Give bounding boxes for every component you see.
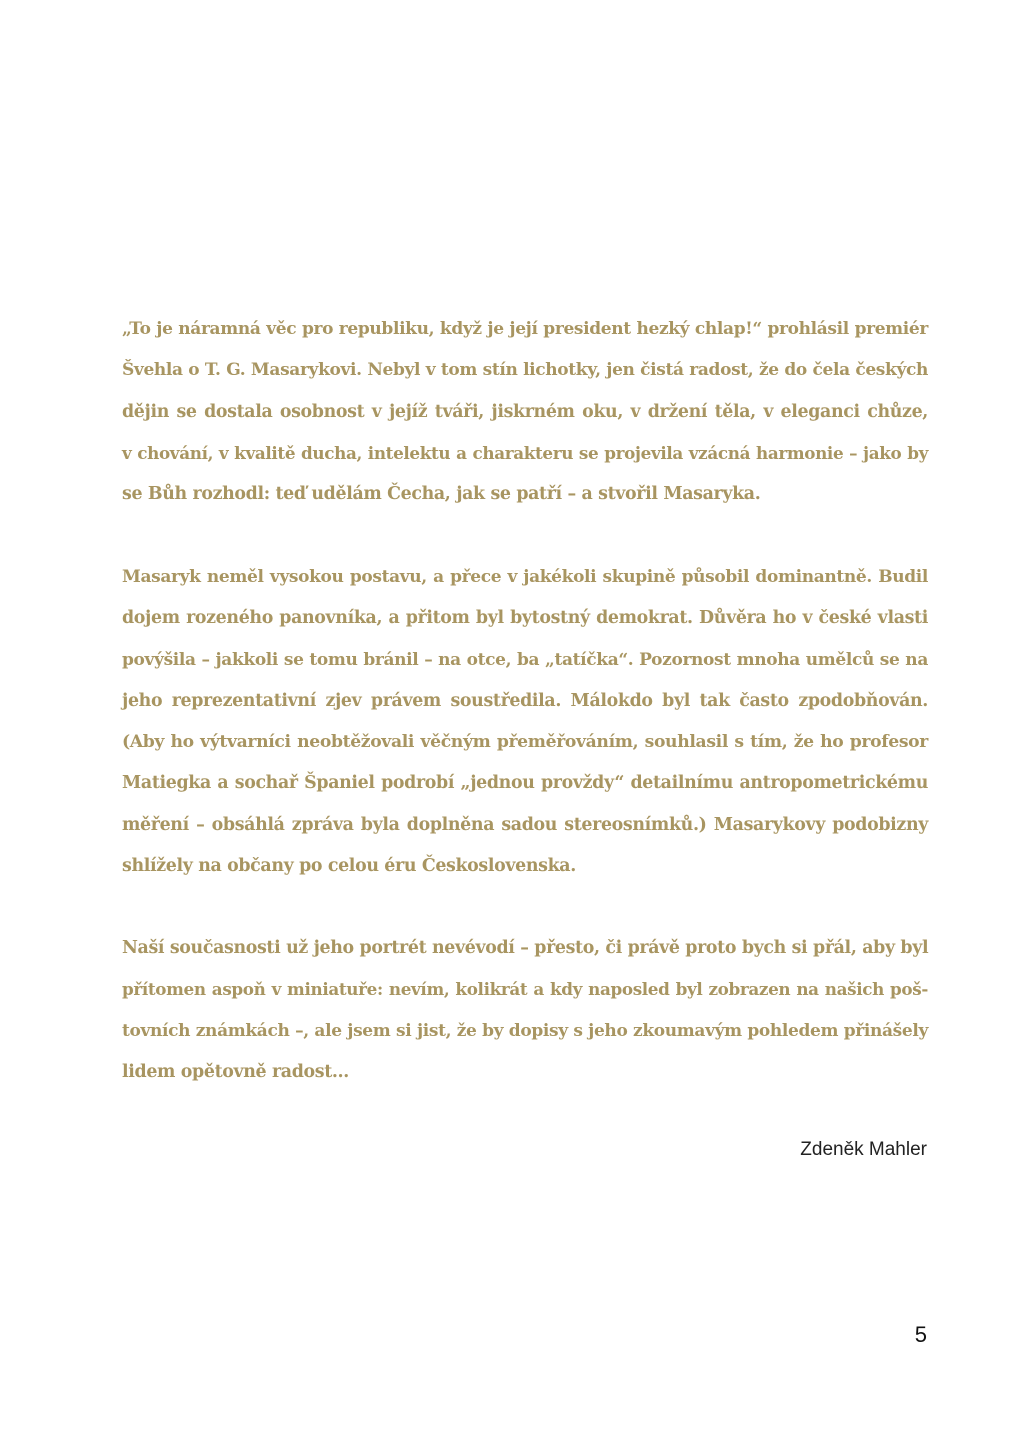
paragraph-line: (Aby ho výtvarníci neobtěžovali věčným přeměřováním, souhlasil s tím, že ho profesor <box>122 732 928 753</box>
paragraph-line: měření – obsáhlá zpráva byla doplněna sadou stereosnímků.) Masarykovy podobizny <box>122 814 928 835</box>
paragraph-line: povýšila – jakkoli se tomu bránil – na otce, ba „tatíčka“. Pozornost mnoha umělců se na <box>122 649 928 670</box>
paragraph-line: Matiegka a sochař Španiel podrobí „jednou provždy“ detailnímu antropometrickému <box>122 773 928 794</box>
paragraph-line: jeho reprezentativní zjev právem soustředila. Málokdo byl tak často zpodobňován. <box>122 690 928 711</box>
paragraph-line: tovních známkách –, ale jsem si jist, že by dopisy s jeho zkoumavým pohledem přinášely <box>122 1020 928 1041</box>
paragraph-1 <box>122 309 928 515</box>
paragraph-line: Masaryk neměl vysokou postavu, a přece v jakékoli skupině působil dominantně. Budil <box>122 567 928 587</box>
paragraph-line: dějin se dostala osobnost v jejíž tváři, jiskrném oku, v držení těla, v eleganci chůze, <box>122 401 928 422</box>
paragraph-line: Naší současnosti už jeho portrét nevévodí – přesto, či právě proto bych si přál, aby byl <box>122 938 929 958</box>
page-number: 5 <box>914 1322 927 1347</box>
paragraph-line: v chování, v kvalitě ducha, intelektu a charakteru se projevila vzácná harmonie – jako by <box>122 442 928 463</box>
paragraph-line: Švehla o T. G. Masarykovi. Nebyl v tom stín lichotky, jen čistá radost, že do čela českých <box>122 360 928 381</box>
paragraph-line: dojem rozeného panovníka, a přitom byl bytostný demokrat. Důvěra ho v české vlasti <box>122 608 928 629</box>
paragraph-line: lidem opětovně radost… <box>122 1061 349 1082</box>
paragraph-2 <box>122 557 928 887</box>
paragraph-3 <box>122 928 928 1093</box>
paragraph-line: se Bůh rozhodl: teď udělám Čecha, jak se patří – a stvořil Masaryka. <box>122 484 761 505</box>
paragraph-line: přítomen aspoň v miniatuře: nevím, kolikrát a kdy naposled byl zobrazen na našich poš- <box>122 979 928 1000</box>
paragraph-line: shlížely na občany po celou éru Československa. <box>122 856 576 877</box>
paragraph-line: „To je náramná věc pro republiku, když je její president hezký chlap!“ prohlásil premiér <box>122 319 928 339</box>
author-signature: Zdeněk Mahler <box>800 1139 927 1160</box>
